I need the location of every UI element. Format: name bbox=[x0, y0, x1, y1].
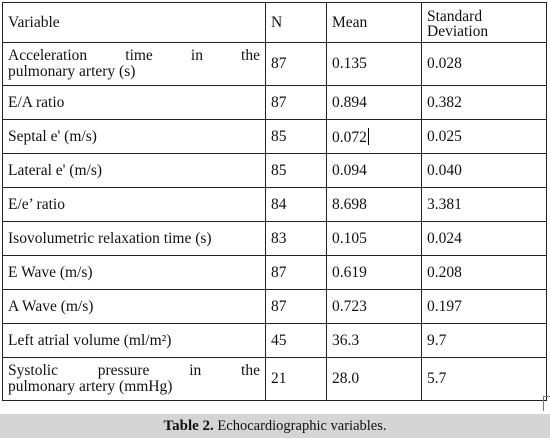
cell-mean: 36.3 bbox=[327, 324, 422, 358]
table-row bbox=[3, 154, 547, 188]
table-row bbox=[3, 290, 547, 324]
cell-variable: Left atrial volume (ml/m²) bbox=[3, 324, 266, 358]
header-row bbox=[3, 3, 547, 43]
table-row bbox=[3, 256, 547, 290]
cell-n: 83 bbox=[266, 222, 327, 256]
table-row bbox=[3, 358, 547, 401]
cell-sd: 0.040 bbox=[422, 154, 547, 188]
cell-variable-line2: pulmonary artery (mmHg) bbox=[8, 378, 173, 395]
cell-variable: Lateral e' (m/s) bbox=[3, 154, 266, 188]
cell-mean: 0.135 bbox=[327, 43, 422, 86]
cell-mean: 28.0 bbox=[327, 358, 422, 401]
table-caption bbox=[0, 414, 550, 438]
cell-n: 45 bbox=[266, 324, 327, 358]
cell-n: 85 bbox=[266, 154, 327, 188]
echocardiographic-table bbox=[2, 2, 547, 401]
table-row bbox=[3, 120, 547, 154]
cell-n: 85 bbox=[266, 120, 327, 154]
cell-n: 87 bbox=[266, 256, 327, 290]
table-container bbox=[2, 2, 546, 407]
text-cursor bbox=[368, 128, 369, 145]
cell-sd: 0.024 bbox=[422, 222, 547, 256]
header-variable: Variable bbox=[3, 3, 266, 43]
caption-label: Table 2. bbox=[163, 418, 214, 434]
cell-sd: 0.025 bbox=[422, 120, 547, 154]
cell-sd: 0.028 bbox=[422, 43, 547, 86]
cell-n: 21 bbox=[266, 358, 327, 401]
cell-mean-value: 0.072 bbox=[332, 128, 367, 146]
cell-n: 87 bbox=[266, 290, 327, 324]
header-mean: Mean bbox=[327, 3, 422, 43]
cell-variable: E/e’ ratio bbox=[3, 188, 266, 222]
table-row bbox=[3, 324, 547, 358]
cell-mean: 0.723 bbox=[327, 290, 422, 324]
table-row bbox=[3, 86, 547, 120]
cell-n: 87 bbox=[266, 43, 327, 86]
caption-text: Echocardiographic variables. bbox=[213, 418, 387, 434]
cell-variable: E Wave (m/s) bbox=[3, 256, 266, 290]
cell-mean: 0.094 bbox=[327, 154, 422, 188]
header-n: N bbox=[266, 3, 327, 43]
cell-sd: 5.7 bbox=[422, 358, 547, 401]
cell-variable: A Wave (m/s) bbox=[3, 290, 266, 324]
cell-variable-line1: Systolic pressure in the bbox=[8, 362, 260, 379]
cell-variable bbox=[3, 43, 266, 86]
cell-mean[interactable] bbox=[327, 120, 422, 154]
cell-variable: Isovolumetric relaxation time (s) bbox=[3, 222, 266, 256]
cell-n: 87 bbox=[266, 86, 327, 120]
cell-variable: Septal e' (m/s) bbox=[3, 120, 266, 154]
table-row bbox=[3, 43, 547, 86]
cell-n: 84 bbox=[266, 188, 327, 222]
cell-mean: 0.894 bbox=[327, 86, 422, 120]
header-standard-deviation: Standard Deviation bbox=[422, 3, 547, 43]
cell-mean: 0.105 bbox=[327, 222, 422, 256]
table-row bbox=[3, 188, 547, 222]
cell-sd: 3.381 bbox=[422, 188, 547, 222]
cell-variable-line1: Acceleration time in the bbox=[8, 47, 260, 64]
cell-mean: 8.698 bbox=[327, 188, 422, 222]
cell-sd: 0.382 bbox=[422, 86, 547, 120]
cell-sd: 0.208 bbox=[422, 256, 547, 290]
table-resize-handle[interactable] bbox=[543, 396, 550, 411]
cell-sd: 9.7 bbox=[422, 324, 547, 358]
cell-sd: 0.197 bbox=[422, 290, 547, 324]
table-row bbox=[3, 222, 547, 256]
cell-variable-line2: pulmonary artery (s) bbox=[8, 63, 136, 80]
cell-variable: E/A ratio bbox=[3, 86, 266, 120]
cell-mean: 0.619 bbox=[327, 256, 422, 290]
cell-variable bbox=[3, 358, 266, 401]
